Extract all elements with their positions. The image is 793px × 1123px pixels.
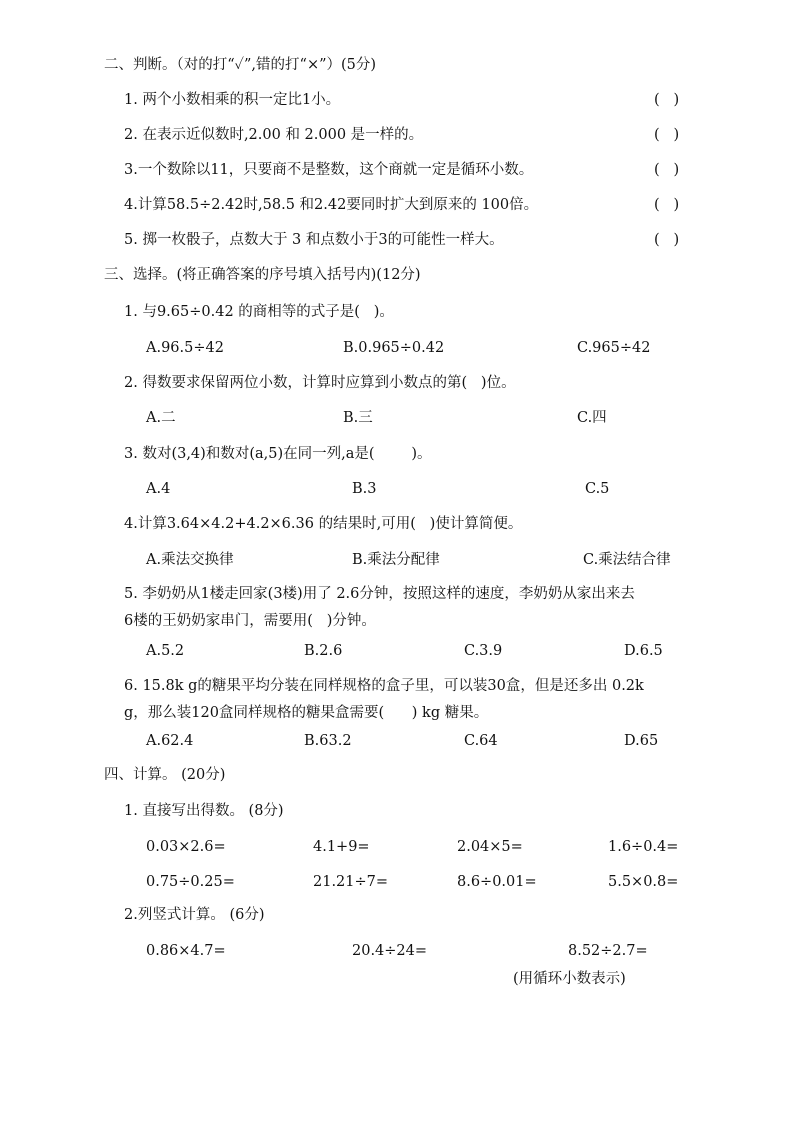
vertical-calc-expression: 8.52÷2.7=: [568, 943, 648, 959]
choice-question-4: 4.计算3.64×4.2+4.2×6.36 的结果时,可用( )使计算简便。: [124, 516, 523, 532]
judge-answer-paren-2[interactable]: ( ): [654, 127, 680, 143]
choice-2-option-b[interactable]: B.三: [343, 410, 373, 426]
choice-6-option-b[interactable]: B.63.2: [304, 733, 352, 749]
calc-subsection-2-title: 2.列竖式计算。 (6分): [124, 907, 265, 923]
choice-question-6-line-2: g，那么装120盒同样规格的糖果盒需要( ) kg 糖果。: [124, 705, 489, 721]
judge-item-1: 1. 两个小数相乘的积一定比1小。: [124, 92, 341, 108]
judge-answer-paren-4[interactable]: ( ): [654, 197, 680, 213]
choice-1-option-b[interactable]: B.0.965÷0.42: [343, 340, 445, 356]
repeating-decimal-note: (用循环小数表示): [513, 971, 626, 987]
section-2-title: 二、判断。（对的打“✓”,错的打“×”）(5分): [104, 57, 377, 73]
calc-expression: 2.04×5=: [457, 839, 523, 855]
choice-question-6-line-1: 6. 15.8k g的糖果平均分装在同样规格的盒子里，可以装30盒，但是还多出 0.2k: [124, 678, 644, 694]
judge-item-2: 2. 在表示近似数时,2.00 和 2.000 是一样的。: [124, 127, 424, 143]
choice-2-option-c[interactable]: C.四: [577, 410, 607, 426]
calc-expression: 0.75÷0.25=: [146, 874, 235, 890]
vertical-calc-expression: 0.86×4.7=: [146, 943, 226, 959]
choice-4-option-c[interactable]: C.乘法结合律: [583, 552, 671, 568]
choice-5-option-b[interactable]: B.2.6: [304, 643, 343, 659]
choice-question-5-line-1: 5. 李奶奶从1楼走回家(3楼)用了 2.6分钟，按照这样的速度，李奶奶从家出来去: [124, 586, 635, 602]
choice-5-option-a[interactable]: A.5.2: [146, 643, 185, 659]
choice-question-2: 2. 得数要求保留两位小数，计算时应算到小数点的第( )位。: [124, 375, 516, 391]
calc-expression: 8.6÷0.01=: [457, 874, 537, 890]
calc-expression: 21.21÷7=: [313, 874, 389, 890]
choice-5-option-d[interactable]: D.6.5: [624, 643, 663, 659]
calc-expression: 4.1+9=: [313, 839, 370, 855]
choice-question-1: 1. 与9.65÷0.42 的商相等的式子是( )。: [124, 304, 394, 320]
choice-6-option-c[interactable]: C.64: [464, 733, 498, 749]
choice-1-option-a[interactable]: A.96.5÷42: [146, 340, 224, 356]
choice-1-option-c[interactable]: C.965÷42: [577, 340, 651, 356]
calc-expression: 0.03×2.6=: [146, 839, 226, 855]
choice-6-option-d[interactable]: D.65: [624, 733, 659, 749]
choice-3-option-a[interactable]: A.4: [146, 481, 171, 497]
judge-item-5: 5. 掷一枚骰子，点数大于 3 和点数小于3的可能性一样大。: [124, 232, 504, 248]
choice-5-option-c[interactable]: C.3.9: [464, 643, 503, 659]
calc-subsection-1-title: 1. 直接写出得数。 (8分): [124, 803, 284, 819]
choice-3-option-b[interactable]: B.3: [352, 481, 377, 497]
vertical-calc-expression: 20.4÷24=: [352, 943, 428, 959]
section-4-title: 四、计算。 (20分): [104, 767, 226, 783]
choice-question-3: 3. 数对(3,4)和数对(a,5)在同一列,a是( )。: [124, 446, 432, 462]
judge-item-4: 4.计算58.5÷2.42时,58.5 和2.42要同时扩大到原来的 100倍。: [124, 197, 539, 213]
choice-6-option-a[interactable]: A.62.4: [146, 733, 194, 749]
choice-4-option-b[interactable]: B.乘法分配律: [352, 552, 440, 568]
judge-answer-paren-1[interactable]: ( ): [654, 92, 680, 108]
choice-question-5-line-2: 6楼的王奶奶家串门，需要用( )分钟。: [124, 613, 376, 629]
choice-2-option-a[interactable]: A.二: [146, 410, 176, 426]
judge-answer-paren-5[interactable]: ( ): [654, 232, 680, 248]
choice-3-option-c[interactable]: C.5: [585, 481, 610, 497]
judge-item-3: 3.一个数除以11，只要商不是整数，这个商就一定是循环小数。: [124, 162, 534, 178]
calc-expression: 5.5×0.8=: [608, 874, 679, 890]
choice-4-option-a[interactable]: A.乘法交换律: [146, 552, 234, 568]
judge-answer-paren-3[interactable]: ( ): [654, 162, 680, 178]
section-3-title: 三、选择。(将正确答案的序号填入括号内)(12分): [104, 267, 421, 283]
calc-expression: 1.6÷0.4=: [608, 839, 679, 855]
